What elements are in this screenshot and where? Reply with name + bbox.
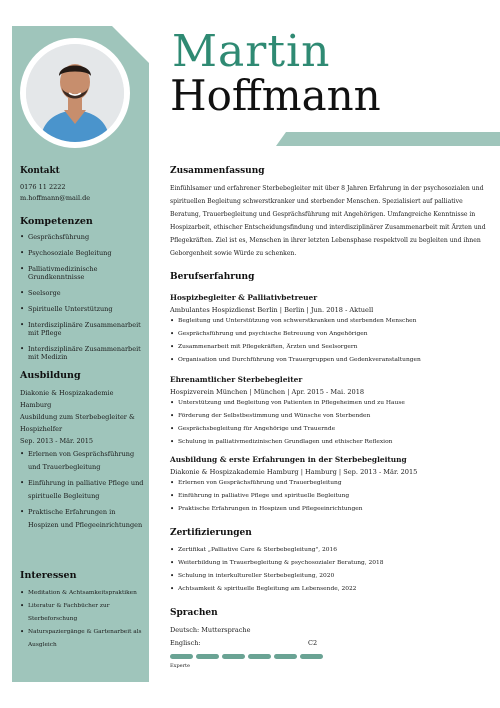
certifications-list — [170, 544, 486, 596]
language-native: Deutsch: Muttersprache — [170, 626, 251, 634]
list-item: • Erlernen von Gesprächsführung und Trauerbegleitung — [170, 477, 486, 490]
list-item: • Schulung in palliativmedizinischen Grundlagen und ethischer Reflexion — [170, 436, 486, 449]
header-accent-bar — [276, 132, 500, 146]
interests-heading: Interessen — [20, 570, 77, 581]
list-item: • Zusammenarbeit mit Pflegekräften, Ärzten und Seelsorgern — [170, 341, 486, 354]
job-entry — [170, 375, 486, 449]
list-item: • Begleitung und Unterstützung von schwerstkranken und sterbenden Menschen — [170, 315, 486, 328]
list-item: • Einführung in palliative Pflege und spirituelle Begleitung — [20, 477, 146, 503]
education-program: Ausbildung zum Sterbebegleiter & Hospizhelfer — [20, 413, 135, 433]
list-item: • Literatur & Fachbücher zur Sterbeforschung — [20, 600, 146, 626]
education-institution: Diakonie & Hospizakademie Hamburg — [20, 389, 114, 409]
list-item: • Weiterbildung in Trauerbegleitung & psychosozialer Beratung, 2018 — [170, 557, 486, 570]
language-english-level: C2 — [308, 639, 318, 647]
job-subtitle: Hospizverein München | München | Apr. 2015 - Mai. 2018 — [170, 388, 365, 396]
level-segment — [170, 654, 193, 659]
list-item: • Achtsamkeit & spirituelle Begleitung am Lebensende, 2022 — [170, 583, 486, 596]
level-segment — [222, 654, 245, 659]
list-item: • Praktische Erfahrungen in Hospizen und Pflegeeinrichtungen — [170, 503, 486, 516]
experience-heading: Berufserfahrung — [170, 272, 255, 282]
list-item: • Förderung der Selbstbestimmung und Wünsche von Sterbenden — [170, 410, 486, 423]
list-item: • Meditation & Achtsamkeitspraktiken — [20, 587, 146, 600]
first-name: Martin — [172, 26, 331, 77]
list-item: • Gesprächsführung — [20, 233, 146, 241]
contact-phone: 0176 11 2222 — [20, 183, 66, 191]
profile-photo — [26, 44, 124, 142]
contact-heading: Kontakt — [20, 166, 60, 176]
job-duties — [170, 315, 486, 367]
job-title: Ausbildung & erste Erfahrungen in der Sterbebegleitung — [170, 455, 407, 464]
list-item: • Einführung in palliative Pflege und spirituelle Begleitung — [170, 490, 486, 503]
level-segment — [300, 654, 323, 659]
skills-list — [20, 233, 146, 361]
list-item: • Psychosoziale Begleitung — [20, 249, 146, 257]
level-segment — [196, 654, 219, 659]
list-item: • Seelsorge — [20, 289, 146, 297]
list-item: • Erlernen von Gesprächsführung und Trauerbegleitung — [20, 448, 146, 474]
list-item: • Interdisziplinäre Zusammenarbeit mit Medizin — [20, 345, 146, 361]
list-item: • Zertifikat „Palliative Care & Sterbebegleitung", 2016 — [170, 544, 486, 557]
list-item: • Organisation und Durchführung von Trauergruppen und Gedenkveranstaltungen — [170, 354, 486, 367]
contact-email: m.hoffmann@mail.de — [20, 194, 91, 202]
list-item: • Praktische Erfahrungen in Hospizen und Pflegeeinrichtungen — [20, 506, 146, 532]
level-segment — [274, 654, 297, 659]
summary-heading: Zusammenfassung — [170, 166, 265, 176]
language-level-caption: Experte — [170, 663, 190, 669]
list-item: • Palliativmedizinische Grundkenntnisse — [20, 265, 146, 281]
job-title: Ehrenamtlicher Sterbebegleiter — [170, 375, 303, 384]
job-subtitle: Ambulantes Hospizdienst Berlin | Berlin | Jun. 2018 - Aktuell — [170, 306, 374, 314]
job-title: Hospizbegleiter & Palliativbetreuer — [170, 293, 318, 302]
last-name: Hoffmann — [170, 71, 381, 120]
list-item: • Gesprächsführung und psychische Betreuung von Angehörigen — [170, 328, 486, 341]
list-item: • Unterstützung und Begleitung von Patienten in Pflegeheimen und zu Hause — [170, 397, 486, 410]
list-item: • Schulung in interkultureller Sterbebegleitung, 2020 — [170, 570, 486, 583]
summary-text: Einfühlsamer und erfahrener Sterbebegleiter mit über 8 Jahren Erfahrung in der psychosozialen und spirituellen Begleitung schwerstkranker und sterbender Menschen. Spezialisiert auf palliative Beratung, Trauerbegleitung und Gesprächsführung mit Angehörigen. Umfangreiche Kenntnisse in Hospizarbeit, ethischer Entscheidungsfindung und interdisziplinärer Zusammenarbeit mit Ärzten und Pflegekräften. Ziel ist es, Menschen in ihrer letzten Lebensphase respektvoll zu begleiten und ihnen Geborgenheit sowie Würde zu schenken. — [170, 185, 486, 257]
language-english-label: Englisch: — [170, 639, 201, 647]
job-entry — [170, 455, 486, 516]
job-duties — [170, 477, 486, 516]
job-subtitle: Diakonie & Hospizakademie Hamburg | Hamburg | Sep. 2013 - Mär. 2015 — [170, 468, 418, 476]
education-period: Sep. 2013 - Mär. 2015 — [20, 437, 94, 445]
education-list — [20, 448, 146, 532]
certifications-heading: Zertifizierungen — [170, 528, 252, 538]
education-heading: Ausbildung — [20, 370, 81, 381]
languages-heading: Sprachen — [170, 608, 218, 618]
list-item: • Naturspaziergänge & Gartenarbeit als Ausgleich — [20, 626, 146, 652]
job-entry — [170, 293, 486, 367]
level-segment — [248, 654, 271, 659]
list-item: • Interdisziplinäre Zusammenarbeit mit Pflege — [20, 321, 146, 337]
interests-list — [20, 587, 146, 652]
job-duties — [170, 397, 486, 449]
language-level-bars — [170, 654, 486, 659]
skills-heading: Kompetenzen — [20, 216, 93, 227]
list-item: • Spirituelle Unterstützung — [20, 305, 146, 313]
profile-photo-illustration — [26, 44, 124, 142]
list-item: • Gesprächsbegleitung für Angehörige und Trauernde — [170, 423, 486, 436]
language-english — [170, 637, 486, 650]
